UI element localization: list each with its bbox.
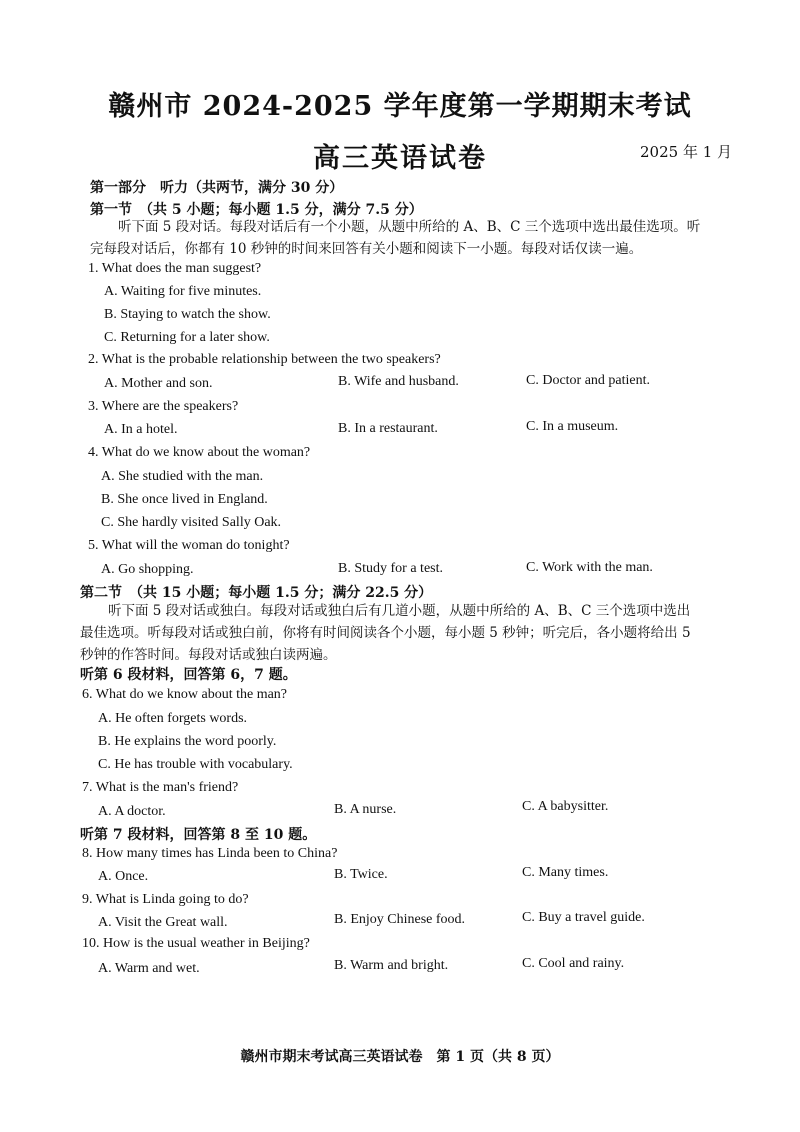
section2-instructions <box>80 600 792 666</box>
question-1: 1. What does the man suggest? <box>88 261 262 276</box>
q2-option-b: B. Wife and husband. <box>338 374 459 389</box>
material-7-hint: 听第 7 段材料，回答第 8 至 10 题。 <box>80 827 317 843</box>
section1-instr-line2: 完每段对话后，你都有 10 秒钟的时间来回答有关小题和阅读下一小题。每段对话仅读一遍。 <box>90 241 643 257</box>
section2-heading: 第二节 （共 15 小题；每小题 1.5 分；满分 22.5 分） <box>80 585 433 601</box>
page-footer: 赣州市期末考试高三英语试卷 第 1 页（共 8 页） <box>240 1049 560 1065</box>
section1-heading: 第一节 （共 5 小题；每小题 1.5 分，满分 7.5 分） <box>90 202 423 218</box>
question-3: 3. Where are the speakers? <box>88 399 239 414</box>
section1-instr-line1: 听下面 5 段对话。每段对话后有一个小题，从题中所给的 A、B、C 三个选项中选出最佳选项。听 <box>118 219 701 235</box>
q1-option-a: A. Waiting for five minutes. <box>104 284 262 299</box>
q8-option-b: B. Twice. <box>334 867 388 882</box>
q3-option-b: B. In a restaurant. <box>338 421 438 436</box>
q3-option-c: C. In a museum. <box>526 419 619 434</box>
question-7: 7. What is the man's friend? <box>82 780 239 795</box>
q10-option-b: B. Warm and bright. <box>334 958 449 973</box>
q5-option-c: C. Work with the man. <box>526 560 653 575</box>
question-9: 9. What is Linda going to do? <box>82 892 249 907</box>
q4-option-a: A. She studied with the man. <box>101 469 264 484</box>
q1-option-c: C. Returning for a later show. <box>104 330 270 345</box>
q5-option-b: B. Study for a test. <box>338 561 443 576</box>
question-6: 6. What do we know about the man? <box>82 687 288 702</box>
q5-option-a: A. Go shopping. <box>101 562 194 577</box>
q7-option-c: C. A babysitter. <box>522 799 609 814</box>
q4-option-c: C. She hardly visited Sally Oak. <box>101 515 282 530</box>
q6-option-c: C. He has trouble with vocabulary. <box>98 757 293 772</box>
section2-instr-line2: 最佳选项。听每段对话或独白前，你将有时间阅读各个小题，每小题 5 秒钟；听完后，各小题将给出 5 <box>80 625 691 641</box>
part1-heading: 第一部分 听力（共两节，满分 30 分） <box>90 180 344 196</box>
q3-option-a: A. In a hotel. <box>104 422 178 437</box>
q8-option-c: C. Many times. <box>522 865 609 880</box>
q1-option-b: B. Staying to watch the show. <box>104 307 271 322</box>
q7-option-a: A. A doctor. <box>98 804 166 819</box>
section2-instr-line1: 听下面 5 段对话或独白。每段对话或独白后有几道小题，从题中所给的 A、B、C 三个选项中选出 <box>108 603 691 619</box>
exam-subtitle: 高三英语试卷 <box>313 143 487 174</box>
material-6-hint: 听第 6 段材料，回答第 6，7 题。 <box>80 667 297 683</box>
q4-option-b: B. She once lived in England. <box>101 492 268 507</box>
question-5: 5. What will the woman do tonight? <box>88 538 290 553</box>
exam-date: 2025 年 1 月 <box>640 143 733 161</box>
section2-instr-line3: 秒钟的作答时间。每段对话或独白读两遍。 <box>80 647 337 663</box>
q7-option-b: B. A nurse. <box>334 802 397 817</box>
question-8: 8. How many times has Linda been to China? <box>82 846 338 861</box>
q9-option-a: A. Visit the Great wall. <box>98 915 228 930</box>
exam-title: 赣州市 2024-2025 学年度第一学期期末考试 <box>108 91 692 122</box>
q2-option-c: C. Doctor and patient. <box>526 373 651 388</box>
question-4: 4. What do we know about the woman? <box>88 445 311 460</box>
q6-option-b: B. He explains the word poorly. <box>98 734 277 749</box>
q6-option-a: A. He often forgets words. <box>98 711 248 726</box>
q10-option-a: A. Warm and wet. <box>98 961 200 976</box>
question-10: 10. How is the usual weather in Beijing? <box>82 936 310 951</box>
q9-option-c: C. Buy a travel guide. <box>522 910 645 925</box>
section1-instructions <box>90 216 790 260</box>
q8-option-a: A. Once. <box>98 869 149 884</box>
q9-option-b: B. Enjoy Chinese food. <box>334 912 466 927</box>
q10-option-c: C. Cool and rainy. <box>522 956 625 971</box>
question-2: 2. What is the probable relationship between the two speakers? <box>88 352 441 367</box>
q2-option-a: A. Mother and son. <box>104 376 213 391</box>
